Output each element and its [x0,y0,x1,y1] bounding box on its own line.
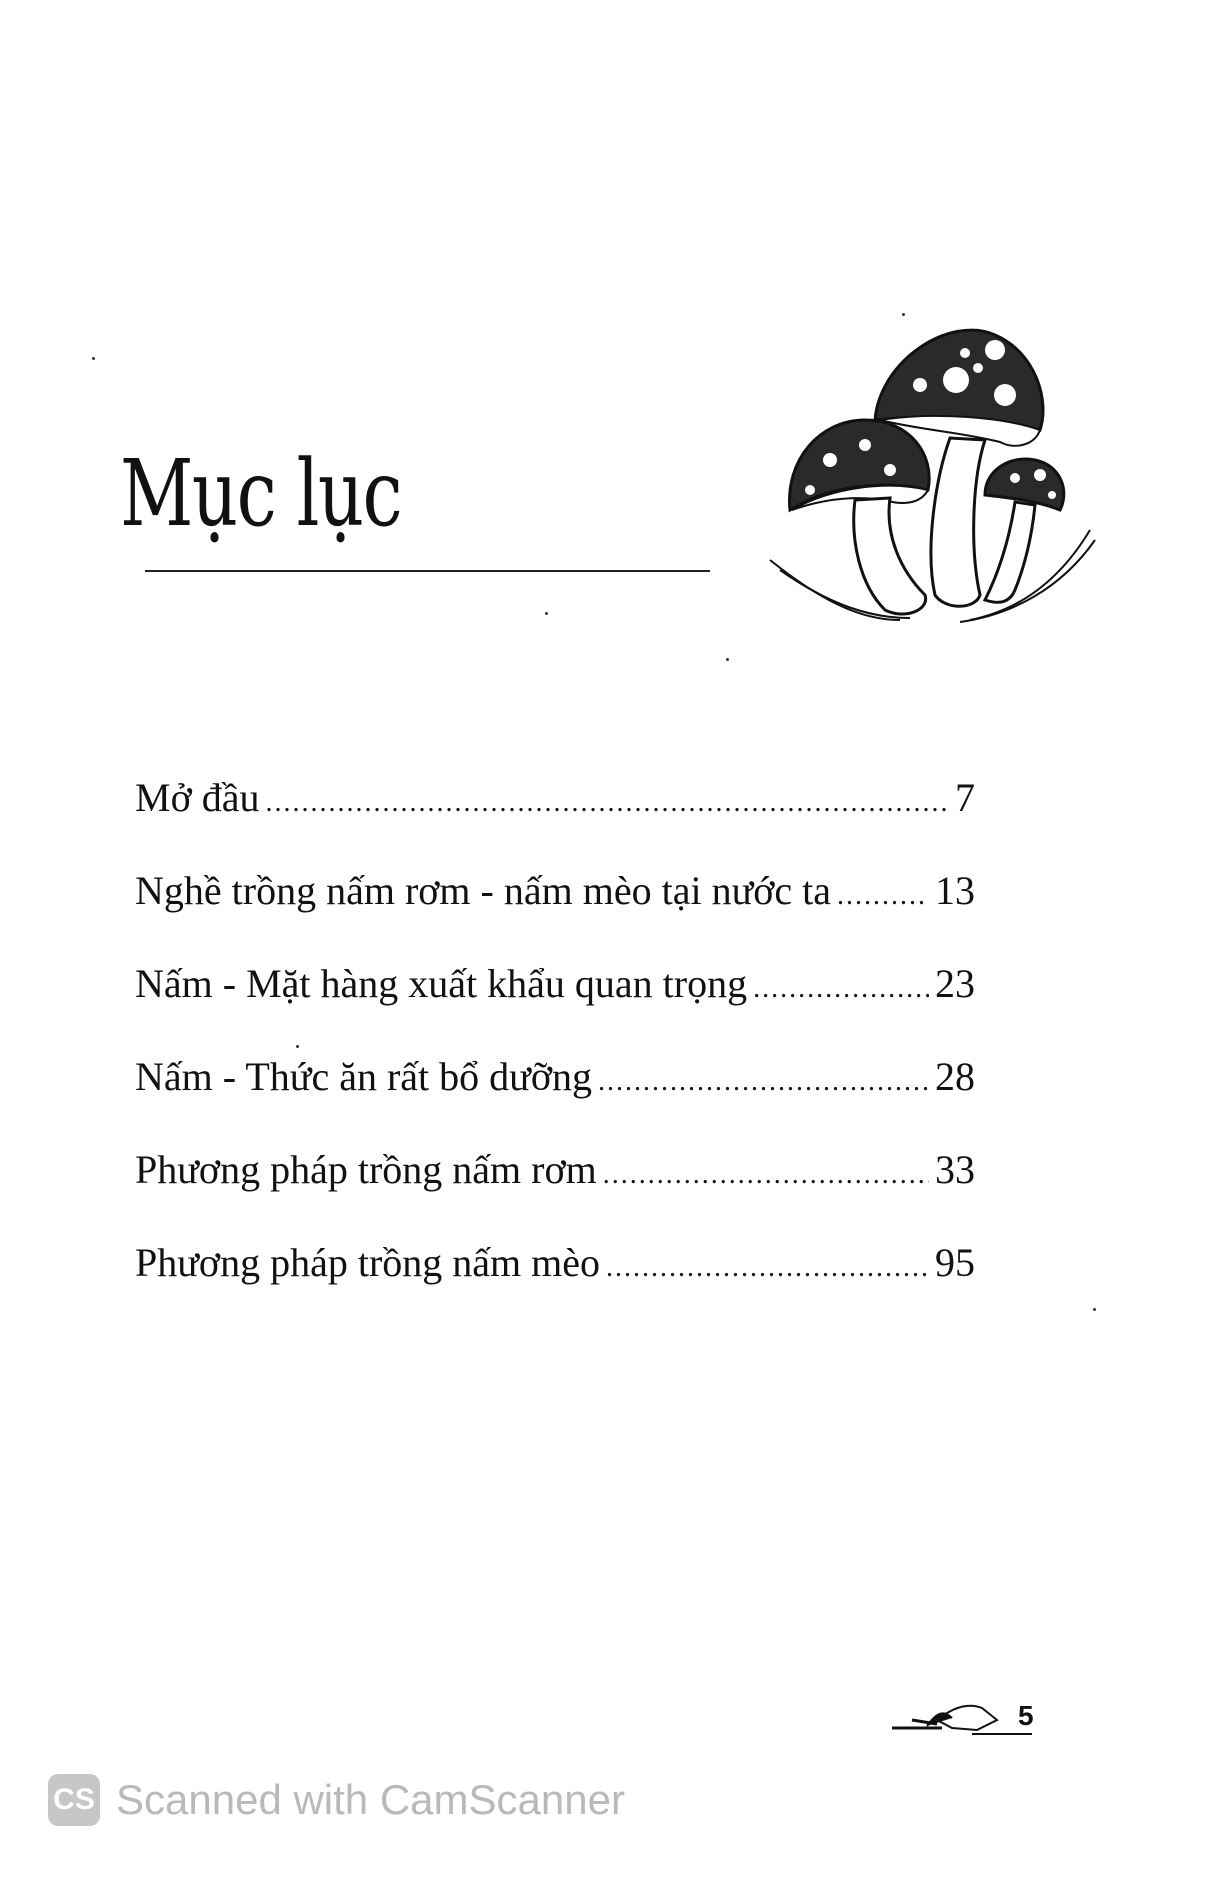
scan-speck [902,313,905,316]
toc-entry-page: 7 [955,775,975,820]
scan-speck [296,1045,299,1048]
toc-dot-leader [603,1161,929,1189]
toc-dot-leader [753,975,929,1003]
toc-dot-leader [837,882,929,910]
table-of-contents [135,775,975,1336]
toc-entry-page: 28 [935,1054,975,1099]
scan-speck [92,357,95,360]
page-title: Mục lục [120,440,402,547]
toc-entry-page: 95 [935,1240,975,1285]
scanner-watermark [48,1774,625,1826]
toc-entry-trong-nam-rom[interactable] [135,1147,975,1243]
toc-dot-leader [606,1254,929,1282]
toc-entry-page: 33 [935,1147,975,1192]
toc-entry-title: Nấm - Mặt hàng xuất khẩu quan trọng [135,961,748,1006]
toc-entry-thuc-an-bo-duong[interactable] [135,1054,975,1150]
toc-dot-leader [598,1068,929,1096]
title-underline [145,570,710,572]
toc-entry-mo-dau[interactable] [135,775,975,871]
toc-entry-page: 13 [935,868,975,913]
toc-entry-page: 23 [935,961,975,1006]
scan-speck [545,612,548,615]
toc-entry-mat-hang-xuat-khau[interactable] [135,961,975,1057]
mushroom-ornament-icon [882,1690,1032,1740]
page-number: 5 [1018,1700,1034,1731]
toc-entry-trong-nam-meo[interactable] [135,1240,975,1336]
toc-entry-title: Nghề trồng nấm rơm - nấm mèo tại nước ta [135,868,832,913]
toc-dot-leader [265,789,949,817]
toc-entry-title: Nấm - Thức ăn rất bổ dưỡng [135,1054,592,1099]
toc-entry-title: Phương pháp trồng nấm rơm [135,1147,597,1192]
toc-entry-title: Phương pháp trồng nấm mèo [135,1240,600,1285]
camscanner-logo-icon: CS [48,1774,100,1826]
mushroom-cluster-icon [760,320,1100,630]
scan-speck [726,658,729,661]
toc-entry-nghe-trong-nam[interactable] [135,868,975,964]
toc-entry-title: Mở đầu [135,775,260,820]
scan-speck [1093,1308,1096,1311]
watermark-text: Scanned with CamScanner [116,1776,625,1823]
